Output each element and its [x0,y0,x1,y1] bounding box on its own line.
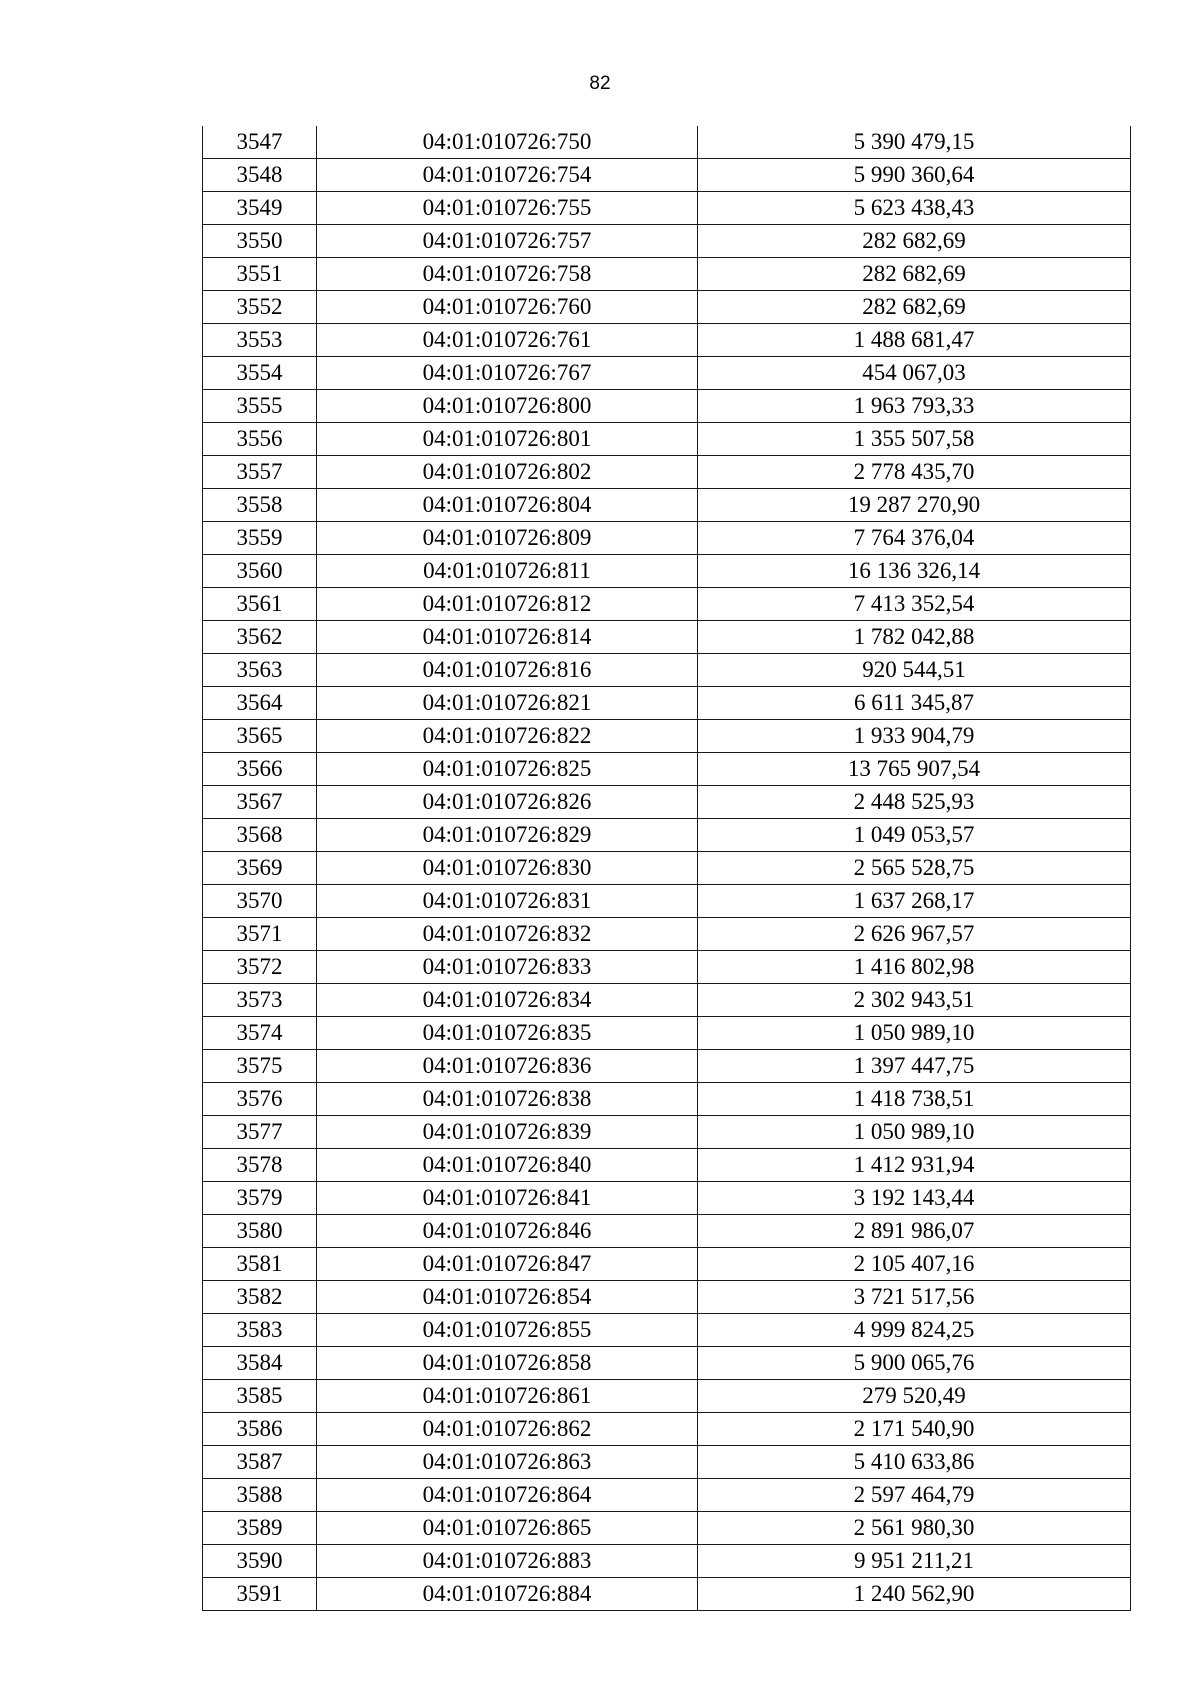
table-row [203,819,1131,852]
value-cell: 2 302 943,51 [698,984,1131,1017]
table-row [203,1479,1131,1512]
table-row [203,588,1131,621]
cadastral-number-cell: 04:01:010726:826 [317,786,698,819]
table-row [203,753,1131,786]
row-number-cell: 3564 [203,687,317,720]
table-row [203,192,1131,225]
row-number-cell: 3589 [203,1512,317,1545]
value-cell: 1 418 738,51 [698,1083,1131,1116]
row-number-cell: 3561 [203,588,317,621]
value-cell: 1 488 681,47 [698,324,1131,357]
row-number-cell: 3573 [203,984,317,1017]
row-number-cell: 3551 [203,258,317,291]
row-number-cell: 3581 [203,1248,317,1281]
cadastral-number-cell: 04:01:010726:758 [317,258,698,291]
table-row [203,291,1131,324]
row-number-cell: 3557 [203,456,317,489]
row-number-cell: 3547 [203,126,317,159]
row-number-cell: 3569 [203,852,317,885]
row-number-cell: 3549 [203,192,317,225]
value-cell: 3 721 517,56 [698,1281,1131,1314]
table-row [203,984,1131,1017]
cadastral-number-cell: 04:01:010726:833 [317,951,698,984]
table-row [203,126,1131,159]
cadastral-number-cell: 04:01:010726:801 [317,423,698,456]
row-number-cell: 3575 [203,1050,317,1083]
value-cell: 282 682,69 [698,291,1131,324]
table-row [203,1215,1131,1248]
table-row [203,423,1131,456]
table-row [203,1512,1131,1545]
row-number-cell: 3548 [203,159,317,192]
page-number: 82 [589,73,611,94]
row-number-cell: 3563 [203,654,317,687]
value-cell: 1 397 447,75 [698,1050,1131,1083]
cadastral-table [202,126,1130,1611]
row-number-cell: 3578 [203,1149,317,1182]
cadastral-number-cell: 04:01:010726:802 [317,456,698,489]
cadastral-number-cell: 04:01:010726:832 [317,918,698,951]
table-row [203,720,1131,753]
cadastral-number-cell: 04:01:010726:804 [317,489,698,522]
row-number-cell: 3565 [203,720,317,753]
value-cell: 2 561 980,30 [698,1512,1131,1545]
row-number-cell: 3570 [203,885,317,918]
value-cell: 16 136 326,14 [698,555,1131,588]
cadastral-number-cell: 04:01:010726:750 [317,126,698,159]
table-row [203,1116,1131,1149]
value-cell: 13 765 907,54 [698,753,1131,786]
table-row [203,1083,1131,1116]
row-number-cell: 3567 [203,786,317,819]
table-row [203,951,1131,984]
row-number-cell: 3582 [203,1281,317,1314]
row-number-cell: 3562 [203,621,317,654]
table-row [203,456,1131,489]
value-cell: 1 240 562,90 [698,1578,1131,1611]
table-row [203,654,1131,687]
cadastral-number-cell: 04:01:010726:841 [317,1182,698,1215]
cadastral-number-cell: 04:01:010726:814 [317,621,698,654]
cadastral-number-cell: 04:01:010726:830 [317,852,698,885]
cadastral-number-cell: 04:01:010726:836 [317,1050,698,1083]
value-cell: 1 412 931,94 [698,1149,1131,1182]
table-row [203,1413,1131,1446]
value-cell: 1 050 989,10 [698,1017,1131,1050]
value-cell: 2 778 435,70 [698,456,1131,489]
value-cell: 454 067,03 [698,357,1131,390]
cadastral-number-cell: 04:01:010726:858 [317,1347,698,1380]
cadastral-number-cell: 04:01:010726:835 [317,1017,698,1050]
row-number-cell: 3584 [203,1347,317,1380]
value-cell: 2 171 540,90 [698,1413,1131,1446]
table-row [203,1281,1131,1314]
table-row [203,621,1131,654]
value-cell: 279 520,49 [698,1380,1131,1413]
row-number-cell: 3576 [203,1083,317,1116]
value-cell: 6 611 345,87 [698,687,1131,720]
row-number-cell: 3555 [203,390,317,423]
row-number-cell: 3552 [203,291,317,324]
row-number-cell: 3554 [203,357,317,390]
cadastral-number-cell: 04:01:010726:834 [317,984,698,1017]
table-row [203,918,1131,951]
row-number-cell: 3550 [203,225,317,258]
row-number-cell: 3553 [203,324,317,357]
table-row [203,1380,1131,1413]
cadastral-number-cell: 04:01:010726:847 [317,1248,698,1281]
table-row [203,225,1131,258]
row-number-cell: 3556 [203,423,317,456]
cadastral-number-cell: 04:01:010726:831 [317,885,698,918]
row-number-cell: 3560 [203,555,317,588]
value-cell: 282 682,69 [698,225,1131,258]
row-number-cell: 3571 [203,918,317,951]
cadastral-number-cell: 04:01:010726:816 [317,654,698,687]
table-row [203,1149,1131,1182]
cadastral-number-cell: 04:01:010726:861 [317,1380,698,1413]
row-number-cell: 3591 [203,1578,317,1611]
table-row [203,1545,1131,1578]
table-row [203,1017,1131,1050]
cadastral-number-cell: 04:01:010726:809 [317,522,698,555]
cadastral-number-cell: 04:01:010726:822 [317,720,698,753]
value-cell: 2 448 525,93 [698,786,1131,819]
cadastral-number-cell: 04:01:010726:855 [317,1314,698,1347]
cadastral-number-cell: 04:01:010726:865 [317,1512,698,1545]
value-cell: 920 544,51 [698,654,1131,687]
data-table [202,126,1131,1611]
table-row [203,1446,1131,1479]
value-cell: 2 565 528,75 [698,852,1131,885]
table-row [203,159,1131,192]
value-cell: 1 933 904,79 [698,720,1131,753]
table-row [203,852,1131,885]
cadastral-number-cell: 04:01:010726:821 [317,687,698,720]
row-number-cell: 3586 [203,1413,317,1446]
table-row [203,522,1131,555]
value-cell: 7 413 352,54 [698,588,1131,621]
table-row [203,885,1131,918]
cadastral-number-cell: 04:01:010726:812 [317,588,698,621]
cadastral-number-cell: 04:01:010726:839 [317,1116,698,1149]
row-number-cell: 3572 [203,951,317,984]
table-row [203,1050,1131,1083]
row-number-cell: 3590 [203,1545,317,1578]
row-number-cell: 3583 [203,1314,317,1347]
table-row [203,786,1131,819]
row-number-cell: 3568 [203,819,317,852]
cadastral-number-cell: 04:01:010726:767 [317,357,698,390]
table-row [203,1182,1131,1215]
cadastral-number-cell: 04:01:010726:757 [317,225,698,258]
row-number-cell: 3580 [203,1215,317,1248]
row-number-cell: 3559 [203,522,317,555]
row-number-cell: 3558 [203,489,317,522]
value-cell: 5 990 360,64 [698,159,1131,192]
value-cell: 3 192 143,44 [698,1182,1131,1215]
value-cell: 7 764 376,04 [698,522,1131,555]
cadastral-number-cell: 04:01:010726:864 [317,1479,698,1512]
cadastral-number-cell: 04:01:010726:883 [317,1545,698,1578]
cadastral-number-cell: 04:01:010726:846 [317,1215,698,1248]
value-cell: 5 900 065,76 [698,1347,1131,1380]
row-number-cell: 3566 [203,753,317,786]
cadastral-number-cell: 04:01:010726:800 [317,390,698,423]
row-number-cell: 3574 [203,1017,317,1050]
table-row [203,258,1131,291]
value-cell: 5 410 633,86 [698,1446,1131,1479]
value-cell: 5 623 438,43 [698,192,1131,225]
value-cell: 1 637 268,17 [698,885,1131,918]
table-row [203,324,1131,357]
cadastral-number-cell: 04:01:010726:755 [317,192,698,225]
cadastral-number-cell: 04:01:010726:854 [317,1281,698,1314]
cadastral-number-cell: 04:01:010726:760 [317,291,698,324]
value-cell: 1 050 989,10 [698,1116,1131,1149]
value-cell: 1 416 802,98 [698,951,1131,984]
cadastral-number-cell: 04:01:010726:862 [317,1413,698,1446]
table-row [203,555,1131,588]
table-row [203,1248,1131,1281]
value-cell: 4 999 824,25 [698,1314,1131,1347]
value-cell: 2 105 407,16 [698,1248,1131,1281]
table-body [203,126,1131,1611]
table-row [203,1578,1131,1611]
table-row [203,687,1131,720]
row-number-cell: 3579 [203,1182,317,1215]
cadastral-number-cell: 04:01:010726:829 [317,819,698,852]
value-cell: 19 287 270,90 [698,489,1131,522]
cadastral-number-cell: 04:01:010726:754 [317,159,698,192]
value-cell: 2 891 986,07 [698,1215,1131,1248]
value-cell: 5 390 479,15 [698,126,1131,159]
table-row [203,390,1131,423]
cadastral-number-cell: 04:01:010726:863 [317,1446,698,1479]
row-number-cell: 3585 [203,1380,317,1413]
cadastral-number-cell: 04:01:010726:884 [317,1578,698,1611]
row-number-cell: 3588 [203,1479,317,1512]
row-number-cell: 3577 [203,1116,317,1149]
value-cell: 9 951 211,21 [698,1545,1131,1578]
value-cell: 1 782 042,88 [698,621,1131,654]
cadastral-number-cell: 04:01:010726:840 [317,1149,698,1182]
row-number-cell: 3587 [203,1446,317,1479]
table-row [203,1347,1131,1380]
value-cell: 1 049 053,57 [698,819,1131,852]
cadastral-number-cell: 04:01:010726:761 [317,324,698,357]
table-row [203,357,1131,390]
table-row [203,1314,1131,1347]
value-cell: 1 963 793,33 [698,390,1131,423]
table-row [203,489,1131,522]
value-cell: 1 355 507,58 [698,423,1131,456]
value-cell: 282 682,69 [698,258,1131,291]
value-cell: 2 597 464,79 [698,1479,1131,1512]
cadastral-number-cell: 04:01:010726:811 [317,555,698,588]
value-cell: 2 626 967,57 [698,918,1131,951]
cadastral-number-cell: 04:01:010726:838 [317,1083,698,1116]
cadastral-number-cell: 04:01:010726:825 [317,753,698,786]
